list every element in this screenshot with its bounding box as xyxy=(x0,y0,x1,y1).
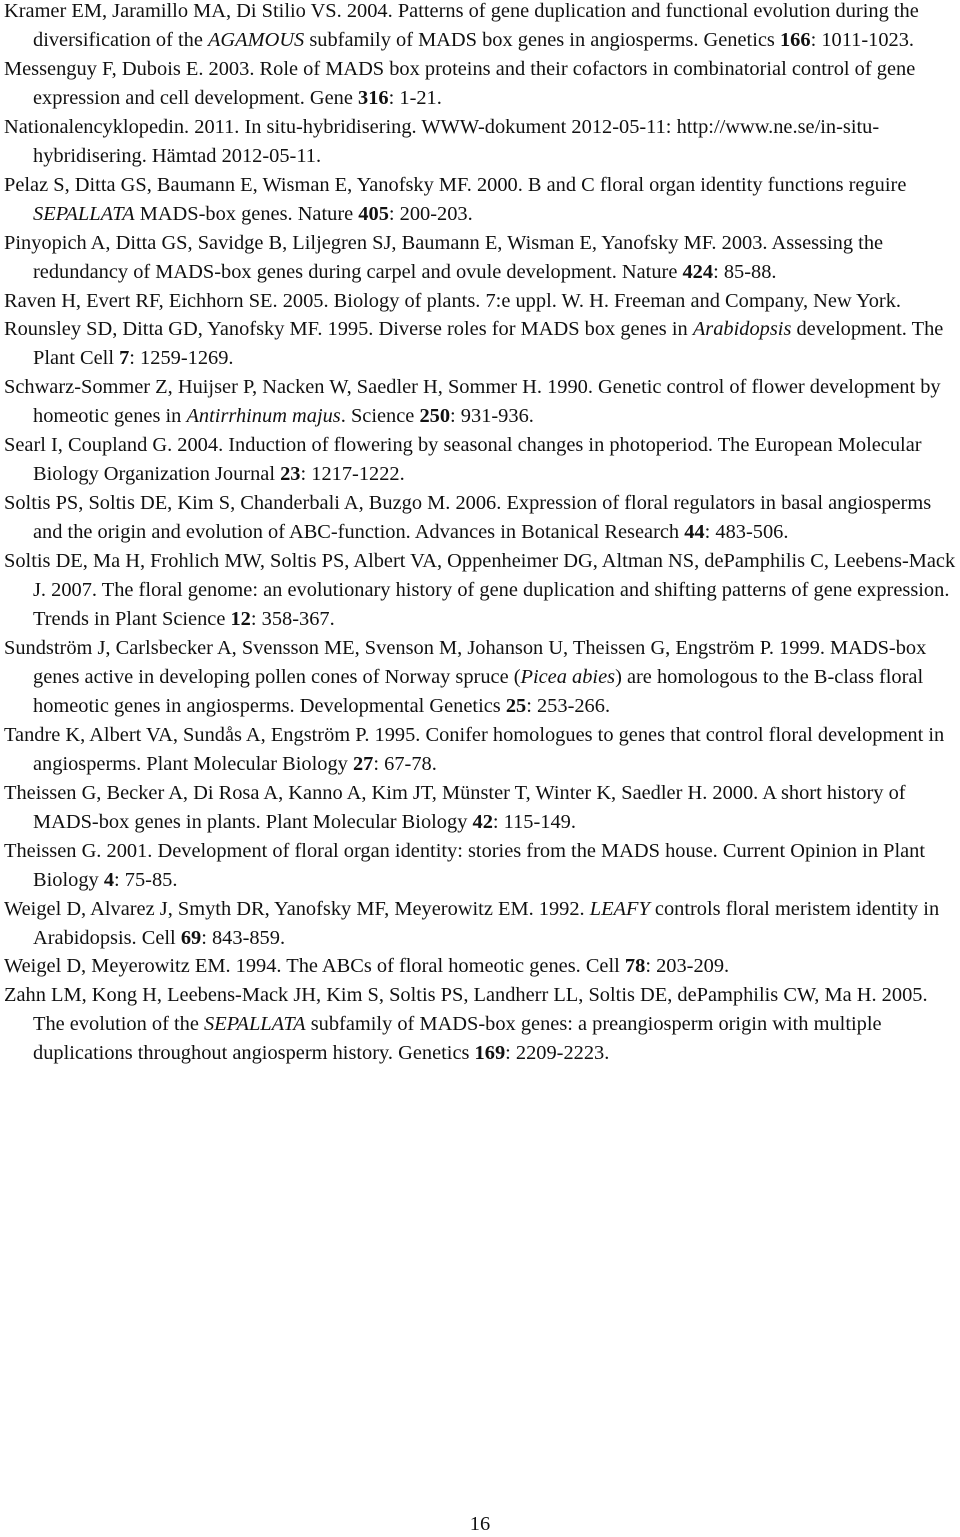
reference-entry xyxy=(4,837,958,895)
reference-text: : 1-21. xyxy=(388,86,442,109)
reference-text: Pelaz S, Ditta GS, Baumann E, Wisman E, Yanofsky MF. 2000. B and C floral organ identity functions reguire xyxy=(4,173,907,196)
reference-volume: 23 xyxy=(280,463,301,486)
reference-list xyxy=(4,0,958,1068)
reference-volume: 169 xyxy=(474,1042,506,1065)
reference-entry xyxy=(4,113,958,171)
reference-text: Raven H, Evert RF, Eichhorn SE. 2005. Biology of plants. 7:e uppl. W. H. Freeman and Company, New York. xyxy=(4,289,901,312)
reference-entry xyxy=(4,373,958,431)
reference-text: : 115-149. xyxy=(492,810,576,833)
reference-italic-text: SEPALLATA xyxy=(33,202,135,225)
reference-volume: 316 xyxy=(358,86,389,109)
reference-italic-text: Antirrhinum majus xyxy=(186,405,341,428)
reference-text: : 253-266. xyxy=(526,694,611,717)
reference-entry xyxy=(4,981,958,1068)
reference-text: : 75-85. xyxy=(114,868,178,891)
reference-entry xyxy=(4,895,958,953)
reference-text: . Science xyxy=(340,405,420,428)
reference-volume: 166 xyxy=(779,28,811,51)
page-number: 16 xyxy=(469,1513,491,1535)
reference-volume: 7 xyxy=(119,347,130,370)
reference-text: Soltis PS, Soltis DE, Kim S, Chanderbali A, Buzgo M. 2006. Expression of floral regulators in basal angiosperms and the origin and evolution of ABC-function. Advances in Botanical Research xyxy=(4,492,932,544)
reference-entry xyxy=(4,229,958,287)
reference-volume: 27 xyxy=(352,752,374,775)
reference-text: Sundström J, Carlsbecker A, Svensson ME, Svenson M, Johanson U, Theissen G, Engström P. 1999. MADS-box genes active in developing pollen cones of Norway spruce ( xyxy=(4,636,927,688)
reference-text: subfamily of MADS box genes in angiosperms. Genetics xyxy=(304,28,780,51)
reference-text: Theissen G. 2001. Development of floral organ identity: stories from the MADS house. Current Opinion in Plant Biology xyxy=(4,839,926,891)
reference-italic-text: AGAMOUS xyxy=(207,28,305,51)
reference-entry xyxy=(4,315,958,373)
reference-text: Rounsley SD, Ditta GD, Yanofsky MF. 1995. Diverse roles for MADS box genes in xyxy=(4,318,693,341)
reference-italic-text: LEAFY xyxy=(589,897,650,920)
reference-entry xyxy=(4,171,958,229)
reference-italic-text: Arabidopsis xyxy=(692,318,792,341)
reference-entry xyxy=(4,547,958,634)
reference-volume: 250 xyxy=(419,405,451,428)
reference-text: : 931-936. xyxy=(450,405,534,428)
reference-text: : 1259-1269. xyxy=(129,347,234,370)
reference-text: Schwarz-Sommer Z, Huijser P, Nacken W, Saedler H, Sommer H. 1990. Genetic control of flower development by homeotic genes in xyxy=(4,376,941,428)
reference-text: : 483-506. xyxy=(704,521,789,544)
reference-text: Pinyopich A, Ditta GS, Savidge B, Liljegren SJ, Baumann E, Wisman E, Yanofsky MF. 2003. Assessing the redundancy of MADS-box genes during carpel and ovule development. Nature xyxy=(4,231,884,283)
reference-volume: 42 xyxy=(472,810,493,833)
reference-volume: 424 xyxy=(682,260,714,283)
reference-entry xyxy=(4,952,958,981)
reference-text: : 67-78. xyxy=(373,752,437,775)
reference-text: Messenguy F, Dubois E. 2003. Role of MADS box proteins and their cofactors in combinatorial control of gene expression and cell development. Gene xyxy=(4,57,916,109)
reference-text: Nationalencyklopedin. 2011. In situ-hybridisering. WWW-dokument 2012-05-11: http://www.ne.se/in-situ-hybridisering. Hämtad 2012-05-11. xyxy=(4,115,880,167)
reference-text: Zahn LM, Kong H, Leebens-Mack JH, Kim S, Soltis PS, Landherr LL, Soltis DE, dePamphilis CW, Ma H. 2005. The evolution of the xyxy=(4,984,928,1036)
reference-text: : 85-88. xyxy=(713,260,777,283)
reference-italic-text: SEPALLATA xyxy=(204,1013,306,1036)
reference-text: Theissen G, Becker A, Di Rosa A, Kanno A, Kim JT, Münster T, Winter K, Saedler H. 2000. A short history of MADS-box genes in plants. Plant Molecular Biology xyxy=(4,781,906,833)
reference-volume: 4 xyxy=(103,868,115,891)
reference-italic-text: Picea abies xyxy=(520,665,616,688)
reference-entry xyxy=(4,0,958,55)
reference-text: Searl I, Coupland G. 2004. Induction of flowering by seasonal changes in photoperiod. The European Molecular Biology Organization Journal xyxy=(4,434,922,486)
reference-text: : 200-203. xyxy=(388,202,473,225)
reference-volume: 69 xyxy=(180,926,202,949)
reference-text: : 843-859. xyxy=(201,926,286,949)
reference-text: MADS-box genes. Nature xyxy=(134,202,359,225)
reference-text: : 358-367. xyxy=(250,608,335,631)
reference-text: Tandre K, Albert VA, Sundås A, Engström P. 1995. Conifer homologues to genes that control floral development in angiosperms. Plant Molecular Biology xyxy=(4,723,945,775)
reference-entry xyxy=(4,721,958,779)
reference-entry xyxy=(4,634,958,721)
reference-volume: 405 xyxy=(358,202,389,225)
reference-text: : 1217-1222. xyxy=(300,463,405,486)
reference-entry xyxy=(4,55,958,113)
reference-text: Weigel D, Alvarez J, Smyth DR, Yanofsky MF, Meyerowitz EM. 1992. xyxy=(4,897,590,920)
reference-text: : 2209-2223. xyxy=(505,1042,610,1065)
reference-text: controls floral meristem identity in Arabidopsis. Cell xyxy=(33,897,940,949)
reference-volume: 25 xyxy=(505,694,527,717)
reference-text: : 1011-1023. xyxy=(810,28,915,51)
reference-volume: 44 xyxy=(684,521,705,544)
reference-text: subfamily of MADS-box genes: a preangiosperm origin with multiple duplications throughout angiosperm history. Genetics xyxy=(33,1013,882,1065)
reference-volume: 12 xyxy=(230,608,251,631)
reference-entry xyxy=(4,489,958,547)
reference-entry xyxy=(4,779,958,837)
reference-text: ) are homologous to the B-class floral homeotic genes in angiosperms. Developmental Genetics xyxy=(33,665,924,717)
reference-text: development. The Plant Cell xyxy=(33,318,944,370)
reference-volume: 78 xyxy=(624,955,646,978)
reference-entry xyxy=(4,431,958,489)
reference-entry xyxy=(4,287,958,316)
reference-text: Kramer EM, Jaramillo MA, Di Stilio VS. 2004. Patterns of gene duplication and functional evolution during the diversification of the xyxy=(4,0,919,51)
reference-text: : 203-209. xyxy=(645,955,730,978)
reference-text: Soltis DE, Ma H, Frohlich MW, Soltis PS, Albert VA, Oppenheimer DG, Altman NS, dePamphilis C, Leebens-Mack J. 2007. The floral genome: an evolutionary history of gene duplication and shifting patterns of gene expression. Trends in Plant Science xyxy=(4,550,956,631)
reference-text: Weigel D, Meyerowitz EM. 1994. The ABCs of floral homeotic genes. Cell xyxy=(4,955,625,978)
